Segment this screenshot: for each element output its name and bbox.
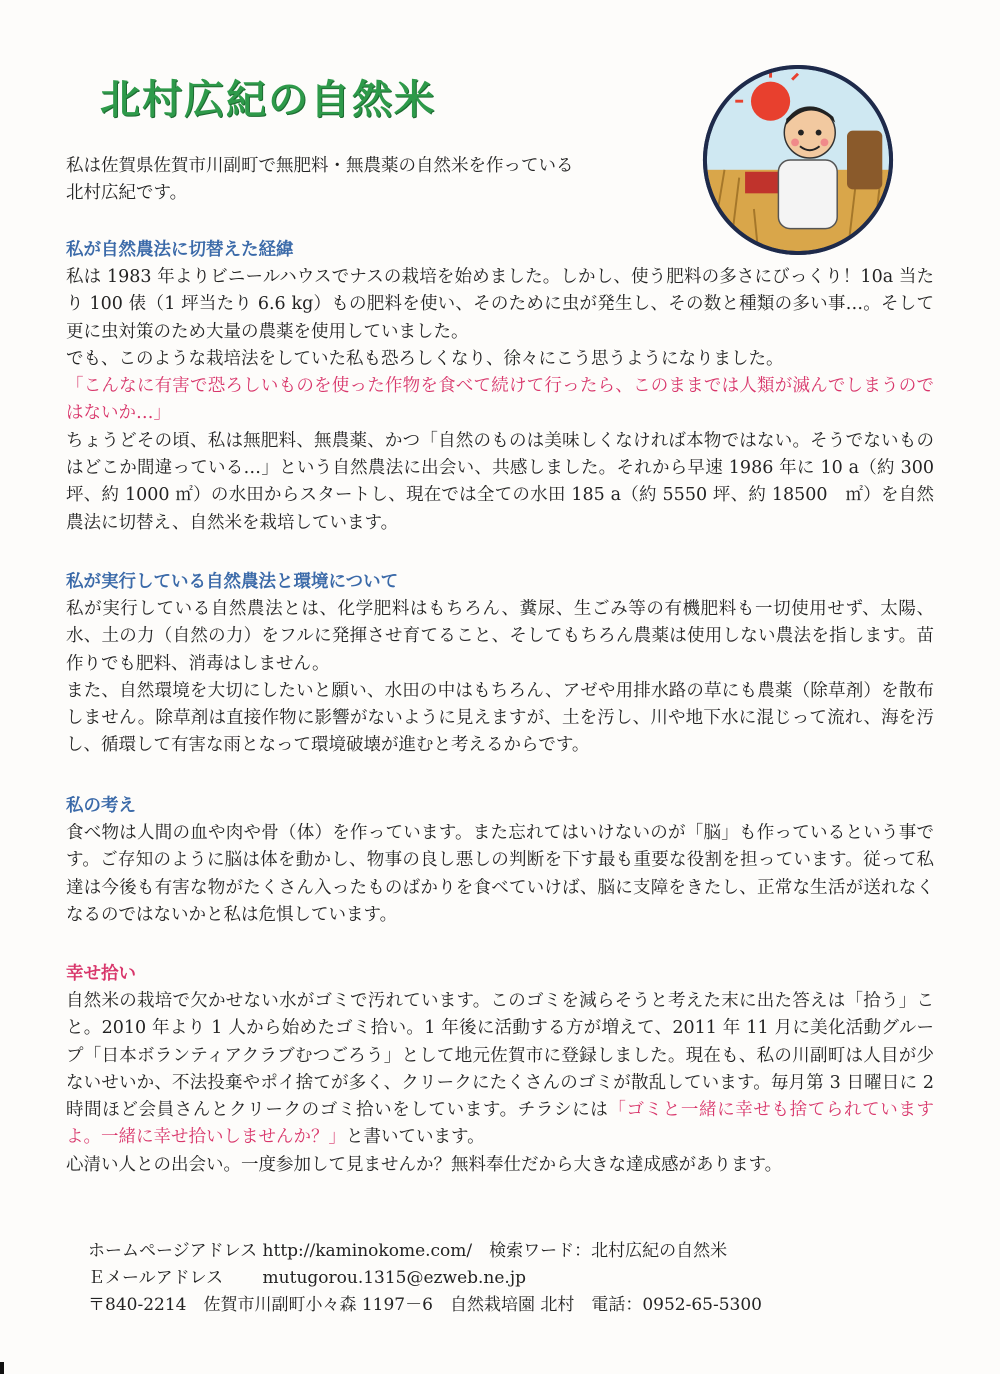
homepage-line: ホームページアドレス http://kaminokome.com/ 検索ワード：北村広紀の自然米 (88, 1241, 728, 1261)
section-history (66, 236, 934, 537)
paragraph-text: と書いています。 (346, 1127, 485, 1148)
paragraph: また、自然環境を大切にしたいと願い、水田の中はもちろん、アゼや用排水路の草にも農薬（除草剤）を散布しません。除草剤は直接作物に影響がないように見えますが、土を汚し、川や地下水に混じって流れ、海を汚し、循環して有害な雨となって環境破壊が進むと考えるからです。 (66, 680, 934, 756)
email-line: Ｅメールアドレス mutugorou.1315@ezweb.ne.jp (88, 1268, 526, 1288)
section-body (66, 820, 934, 929)
section-body (66, 264, 934, 537)
section-heading: 幸せ拾い (66, 964, 136, 984)
section-happiness (66, 960, 934, 1179)
paragraph: 心清い人との出会い。一度参加して見ませんか？無料奉仕だから大きな達成感があります。 (66, 1154, 783, 1175)
paragraph: ちょうどその頃、私は無肥料、無農薬、かつ「自然のものは美味しくなければ本物ではない。そうでないものはどこか間違っている…」という自然農法に出会い、共感しました。それから早速 1986 年に 10 a（約 300 坪、約 1000 ㎡）の水田からスタートし、現在では全ての水田 185 a（約 5550 坪、約 18500 ㎡）を自然農法に切替え、自然米を栽培しています。 (66, 430, 934, 533)
contact-info (88, 1238, 948, 1319)
highlight-quote: 「ゴミと一緒に幸せも捨てられていますよ。一緒に幸せ拾いしませんか？」 (66, 1100, 934, 1148)
farmer-illustration (700, 62, 896, 258)
section-heading: 私の考え (66, 796, 136, 816)
section-heading: 私が自然農法に切替えた経緯 (66, 240, 294, 260)
paragraph: 私が実行している自然農法とは、化学肥料はもちろん、糞尿、生ごみ等の有機肥料も一切使用せず、太陽、水、土の力（自然の力）をフルに発揮させ育てること、そしてもちろん農薬は使用しない農法を指します。苗作りでも肥料、消毒はしません。 (66, 599, 934, 674)
paragraph: 私は 1983 年よりビニールハウスでナスの栽培を始めました。しかし、使う肥料の多さにびっくり！10a 当たり 100 俵（1 坪当たり 6.6 kg）もの肥料を使い、そのために虫が発生し、その数と種類の多い事…。そして更に虫対策のため大量の農薬を使用していました。 (66, 267, 934, 342)
paragraph (66, 988, 934, 1152)
paragraph: 食べ物は人間の血や肉や骨（体）を作っています。また忘れてはいけないのが「脳」も作っているという事です。ご存知のように脳は体を動かし、物事の良し悪しの判断を下す最も重要な役割を担っています。従って私達は今後も有害な物がたくさん入ったものばかりを食べていけば、脳に支障をきたし、正常な生活が送れなくなるのではないかと私は危惧しています。 (66, 823, 934, 925)
paragraph-text: 自然米の栽培で欠かせない水がゴミで汚れています。このゴミを減らそうと考えた末に出た答えは「拾う」こと。2010 年より 1 人から始めたゴミ拾い。1 年後に活動する方が増えて、2011 年 11 月に美化活動グループ「日本ボランティアクラブむつごろう」として地元佐賀市に登録しました。現在も、私の川副町は人目が少ないせいか、不法投棄やポイ捨てが多く、クリークにたくさんのゴミが散乱しています。毎月第 3 日曜日に 2 時間ほど会員さんとクリークのゴミ拾いをしています。チラシには (66, 991, 934, 1121)
address-line: 〒840-2214 佐賀市川副町小々森 1197－6 自然栽培園 北村 電話：0952-65-5300 (88, 1295, 762, 1315)
intro-text (66, 153, 686, 207)
section-body (66, 596, 934, 760)
section-thoughts (66, 792, 934, 929)
paragraph: でも、このような栽培法をしていた私も恐ろしくなり、徐々にこう思うようになりました。 (66, 348, 784, 369)
page-title: 北村広紀の自然米 (100, 77, 436, 123)
section-body (66, 988, 934, 1179)
section-heading: 私が実行している自然農法と環境について (66, 572, 399, 592)
highlight-quote: 「こんなに有害で恐ろしいものを使った作物を食べて続けて行ったら、このままでは人類が滅んでしまうのではないか…」 (66, 376, 934, 424)
section-method (66, 568, 934, 760)
scan-mark (0, 1362, 4, 1374)
intro-line-1: 私は佐賀県佐賀市川副町で無肥料・無農薬の自然米を作っている (66, 156, 574, 176)
intro-line-2: 北村広紀です。 (66, 183, 188, 203)
